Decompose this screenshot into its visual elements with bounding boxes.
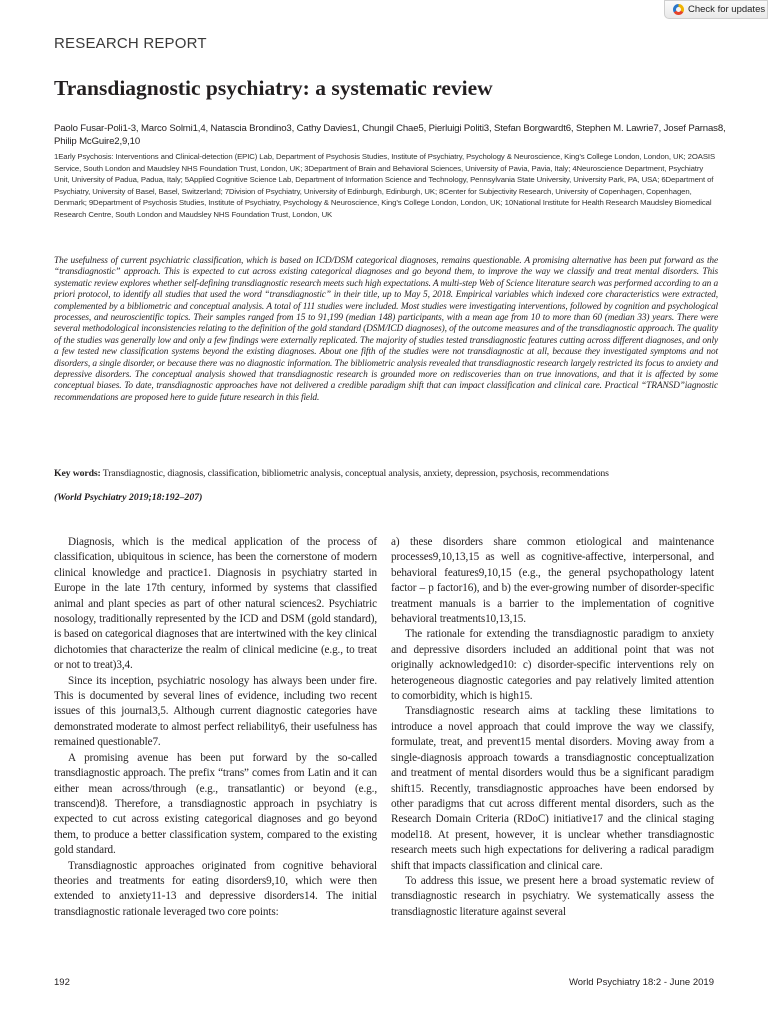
crossmark-icon bbox=[673, 4, 684, 15]
body-paragraph: Since its inception, psychiatric nosology has always been under fire. This is documented by several lines of evidence, including two recent issues of this journal3,5. Although current diagnostic categories have demonstrated moderate to almost perfect reliability6, their usefulness has remained questionable7. bbox=[54, 674, 377, 749]
body-paragraph: To address this issue, we present here a broad systematic review of transdiagnostic research in psychiatry. We systematically assess the transdiagnostic literature against several bbox=[391, 874, 714, 918]
body-paragraph: The rationale for extending the transdiagnostic paradigm to anxiety and depressive disorders included an additional point that was not originally acknowledged10: c) disorder-specific interventions rely on heterogeneous diagnostic categories and pay relatively limited attention to comorbidity, which is high15. bbox=[391, 628, 714, 703]
body-paragraph: Diagnosis, which is the medical application of the process of classification, ubiquitous in science, has been the cornerstone of modern clinical knowledge and practice1. Diagnosis in psychiatry started in Europe in the late 17th century, informed by systems that classified animal and plant species as part of other natural sciences2. Psychiatric nosology, traditionally represented by the ICD and DSM (gold standard), is based on categorical diagnoses that are intertwined with the key clinical dichotomies that characterize the realm of clinical medicine (e.g., to treat or not to treat)3,4. bbox=[54, 536, 377, 672]
author-list: Paolo Fusar-Poli1-3, Marco Solmi1,4, Natascia Brondino3, Cathy Davies1, Chungil Chae5, Pierluigi Politi3, Stefan Borgwardt6, Stephen M. Lawrie7, Josef Parnas8, Philip McGuire2,9,10 bbox=[54, 123, 726, 147]
keywords-line bbox=[54, 468, 734, 479]
body-column-left bbox=[54, 535, 377, 920]
body-paragraph: Transdiagnostic research aims at tackling these limitations to introduce a novel approach that could improve the way we classify, formulate, treat, and prevent15 mental disorders. Moving away from a single-diagnosis approach towards a transdiagnostic conceptualization and treatment of mental disorders would thus be a significant paradigm shift15. Recently, transdiagnostic approaches have been endorsed by other paradigms that cut across different mental disorders, such as the Research Domain Criteria (RDoC) initiative17 and the clinical staging model18. At present, however, it is unclear whether transdiagnostic research meets such high expectations for delivering a radical paradigm shift that impacts classification and clinical care. bbox=[391, 705, 714, 872]
article-title: Transdiagnostic psychiatry: a systematic review bbox=[54, 76, 493, 100]
body-paragraph: A promising avenue has been put forward by the so-called transdiagnostic approach. The prefix “trans” comes from Latin and it can either mean across/through (e.g., transatlantic) or beyond (e.g., transcend)8. Therefore, a transdiagnostic approach in psychiatry is expected to cut across existing categorical diagnoses and go beyond them, to produce a better classification system, compared to the existing gold standard. bbox=[54, 751, 377, 857]
body-paragraph: a) these disorders share common etiological and maintenance processes9,10,13,15 as well as cognitive-affective, interpersonal, and behavioral features9,10,15 (e.g., the general psychopathology latent factor – p factor16), and b) the ever-growing number of disorder-specific treatment manuals is a barrier to the implementation of cognitive behavioral treatments10,13,15. bbox=[391, 536, 714, 626]
journal-footer: World Psychiatry 18:2 - June 2019 bbox=[568, 977, 714, 988]
check-for-updates-badge[interactable] bbox=[664, 0, 768, 19]
keywords-text: Transdiagnostic, diagnosis, classification, bibliometric analysis, conceptual analysis, anxiety, depression, psychosis, recommendations bbox=[102, 468, 609, 479]
check-for-updates-label: Check for updates bbox=[688, 4, 766, 15]
keywords-label: Key words: bbox=[54, 468, 101, 479]
body-paragraph: Transdiagnostic approaches originated from cognitive behavioral theories and treatments for eating disorders9,10, which were then extended to anxiety11-13 and depressive disorders14. The initial transdiagnostic rationale leveraged two core points: bbox=[54, 859, 377, 918]
page-number: 192 bbox=[54, 977, 70, 988]
section-label: RESEARCH REPORT bbox=[54, 35, 207, 52]
affiliations: 1Early Psychosis: Interventions and Clinical-detection (EPIC) Lab, Department of Psychosis Studies, Institute of Psychiatry, Psychology & Neuroscience, King’s College London, London, UK; 2OASIS Service, South London and Maudsley NHS Foundation Trust, London, UK; 3Department of Brain and Behavioral Sciences, University of Pavia, Pavia, Italy; 4Neuroscience Department, Psychiatry Unit, University of Padua, Padua, Italy; 5Applied Cognitive Science Lab, Department of Information Science and Technology, Pennsylvania State University, University Park, PA, USA; 6Department of Psychiatry, University of Basel, Basel, Switzerland; 7Division of Psychiatry, University of Edinburgh, Edinburgh, UK; 8Center for Subjectivity Research, University of Copenhagen, Copenhagen, Denmark; 9Department of Psychosis Studies, Institute of Psychiatry, Psychology & Neuroscience, King’s College London, London, UK; 10National Institute for Health Research Maudsley Biomedical Research Centre, South London and Maudsley NHS Foundation Trust, London, UK bbox=[54, 152, 716, 219]
body-column-right bbox=[391, 535, 714, 920]
abstract: The usefulness of current psychiatric classification, which is based on ICD/DSM categorical diagnoses, remains questionable. A promising alternative has been put forward as the “transdiagnostic” approach. This is expected to cut across existing categorical diagnoses and go beyond them, to improve the way we classify and treat mental disorders. This systematic review explores whether self-defining transdiagnostic research meets such high expectations. A multi-step Web of Science literature search was performed according to an a priori protocol, to identify all studies that used the word “transdiagnostic” in their title, up to May 5, 2018. Empirical variables which indexed core characteristics were extracted, complemented by a bibliometric and conceptual analysis. A total of 111 studies were included. Most studies were investigating interventions, followed by cognition and psychological processes, and neuroscientific topics. Their samples ranged from 15 to 91,199 (median 148) participants, with a mean age from 10 to more than 60 (median 33) years. There were several methodological inconsistencies relating to the definition of the gold standard (DSM/ICD diagnoses), of the outcome measures and of the transdiagnostic approach. The quality of the studies was generally low and only a few findings were externally replicated. The majority of studies tested transdiagnostic features cutting across different diagnoses, and only a few tested new classification systems beyond the existing diagnoses. About one fifth of the studies were not transdiagnostic at all, because they investigated symptoms and not disorders, a single disorder, or because there was no diagnostic information. The bibliometric analysis revealed that transdiagnostic research largely restricted its focus to anxiety and depressive disorders. The conceptual analysis showed that transdiagnostic research is grounded more on rediscoveries than on true innovations, and that it is affected by some conceptual biases. To date, transdiagnostic approaches have not delivered a credible paradigm shift that can impact classification and clinical care. Practical “TRANSD”iagnostic recommendations are proposed here to guide future research in this field. bbox=[54, 256, 718, 403]
journal-citation: (World Psychiatry 2019;18:192–207) bbox=[54, 492, 203, 503]
